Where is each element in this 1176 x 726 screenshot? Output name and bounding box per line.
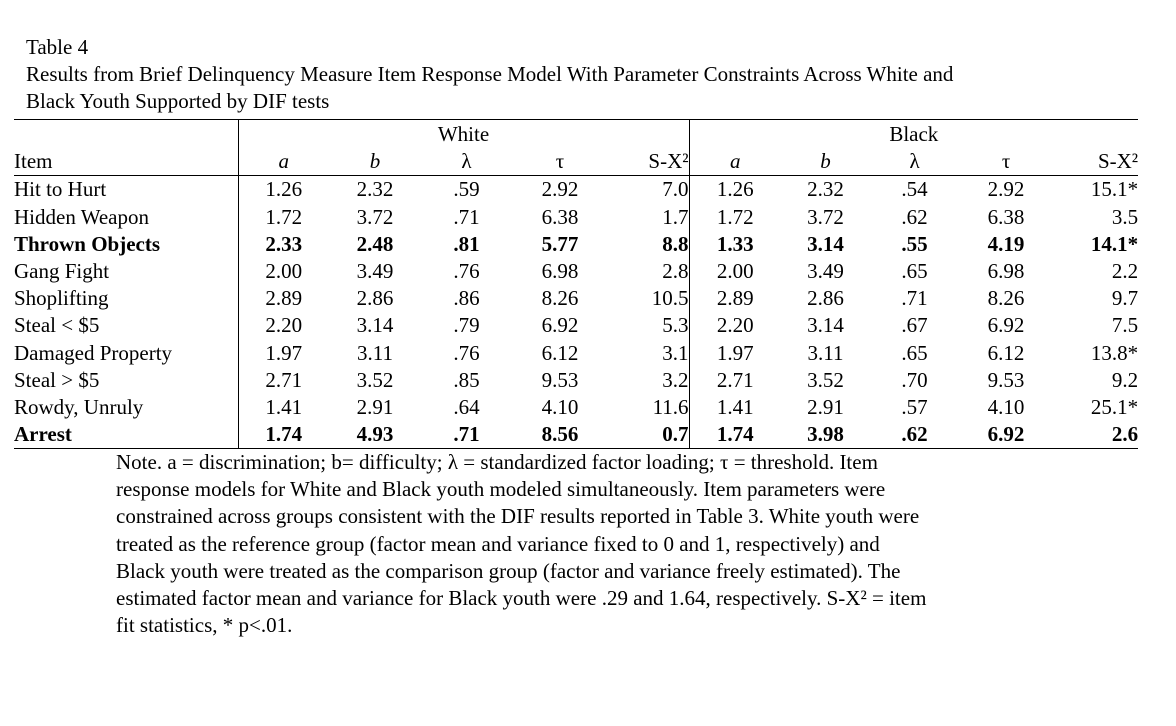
table-cell: 2.2	[1111, 259, 1139, 284]
table-row	[14, 340, 1138, 367]
table-cell: 3.49	[356, 259, 394, 284]
table-cell: 13.8*	[1090, 340, 1139, 365]
table-cell: 3.2	[662, 367, 689, 392]
table-cell: .85	[453, 367, 480, 392]
table-cell: 1.26	[238, 176, 329, 204]
row-item-label: Arrest	[14, 421, 238, 449]
table-cell: 2.8	[662, 259, 689, 284]
table-cell: .64	[453, 395, 480, 420]
table-cell: 10.5	[651, 286, 689, 311]
table-cell: 6.38	[987, 204, 1025, 229]
table-cell: 9.7	[1111, 286, 1139, 311]
table-cell: 3.98	[781, 421, 870, 449]
table-cell: 15.1*	[1053, 176, 1138, 204]
table-cell: 2.33	[238, 231, 329, 258]
note-line: response models for White and Black youth modeled simultaneously. Item parameters were	[116, 477, 886, 502]
table-cell: 1.72	[689, 204, 781, 231]
table-row	[14, 367, 1138, 394]
table-cell: 3.72	[807, 204, 844, 229]
table-cell: 2.20	[238, 312, 329, 339]
table-cell: 8.8	[662, 231, 689, 256]
table-cell: 2.48	[356, 231, 394, 256]
group-header-white: White	[238, 120, 689, 149]
row-item-label: Rowdy, Unruly	[14, 395, 144, 420]
table-cell: 2.91	[807, 395, 844, 420]
column-header-black-lambda: λ	[909, 149, 920, 174]
table-cell: 2.86	[356, 286, 394, 311]
table-cell: .71	[453, 204, 480, 229]
column-header-white-a: a	[238, 148, 329, 176]
note-line: Note. a = discrimination; b= difficulty; λ = standardized factor loading; τ = threshold. Item	[116, 450, 878, 474]
table-cell: 1.74	[238, 421, 329, 449]
table-cell: 9.53	[987, 367, 1025, 392]
table-cell: 2.86	[807, 286, 844, 311]
table-cell: 25.1*	[1090, 395, 1139, 420]
column-header-black-tau: τ	[1001, 149, 1011, 174]
table-cell: 2.89	[689, 285, 781, 312]
column-header-black-a: a	[689, 148, 781, 176]
table-cell: 3.49	[807, 259, 844, 284]
table-cell: 4.93	[329, 421, 421, 449]
table-row	[14, 231, 1138, 258]
table-cell: 3.5	[1111, 204, 1139, 229]
table-cell: 1.74	[689, 421, 781, 449]
column-header-white-b: b	[369, 149, 381, 174]
row-item-label: Hidden Weapon	[14, 204, 149, 229]
table-cell: 8.26	[987, 286, 1025, 311]
table-cell: 2.92	[512, 176, 608, 204]
table-cell: .71	[901, 286, 928, 311]
table-row	[14, 394, 1138, 421]
table-cell: 5.3	[662, 313, 689, 338]
column-header-black-sx2: S-X²	[1097, 149, 1139, 174]
table-cell: 6.98	[987, 259, 1025, 284]
group-header-row	[14, 120, 1138, 149]
column-header-white-tau: τ	[555, 149, 565, 174]
table-cell: .59	[421, 176, 512, 204]
table-cell: 2.91	[356, 395, 394, 420]
table-cell: 2.92	[959, 176, 1053, 204]
table-cell: 1.26	[689, 176, 781, 204]
table-cell: .54	[870, 176, 959, 204]
table-cell: 7.0	[608, 176, 689, 204]
table-caption	[26, 34, 953, 115]
note-line: treated as the reference group (factor mean and variance fixed to 0 and 1, respectively) and	[116, 531, 880, 556]
row-item-label: Damaged Property	[14, 340, 173, 365]
table-cell: 5.77	[541, 231, 579, 256]
row-item-label: Shoplifting	[14, 286, 109, 311]
table-cell: 2.6	[1053, 421, 1138, 449]
column-header-black-b: b	[820, 149, 831, 174]
table-cell: 2.32	[329, 176, 421, 204]
table-cell: 8.56	[512, 421, 608, 449]
table-cell: .67	[901, 313, 928, 338]
table-cell: 3.72	[356, 204, 394, 229]
table-cell: 6.12	[987, 340, 1025, 365]
table-cell: 6.92	[541, 313, 579, 338]
results-table	[14, 119, 1138, 449]
table-cell: 3.14	[807, 313, 844, 338]
table-cell: .79	[453, 313, 480, 338]
table-cell: 2.00	[238, 258, 329, 285]
table-row	[14, 204, 1138, 231]
column-header-white-sx2: S-X²	[648, 149, 689, 174]
table-note	[116, 449, 1056, 639]
table-cell: .76	[453, 340, 480, 365]
table-cell: 11.6	[652, 395, 689, 420]
table-title-line-2: Black Youth Supported by DIF tests	[26, 89, 330, 113]
column-header-white-lambda: λ	[461, 149, 472, 174]
group-header-black: Black	[689, 120, 1138, 149]
row-item-label: Steal < $5	[14, 313, 100, 338]
table-cell: 3.1	[662, 340, 689, 365]
row-item-label: Hit to Hurt	[14, 176, 238, 204]
table-cell: .86	[453, 286, 480, 311]
table-cell: .81	[453, 231, 480, 256]
table-cell: 1.97	[238, 340, 329, 367]
table-cell: 6.12	[541, 340, 579, 365]
table-cell: 2.71	[689, 367, 781, 394]
table-cell: .62	[870, 421, 959, 449]
table-cell: 2.00	[689, 258, 781, 285]
table-cell: 3.52	[356, 367, 394, 392]
column-header-item: Item	[14, 149, 53, 174]
table-cell: 4.10	[541, 395, 579, 420]
table-cell: .65	[901, 259, 928, 284]
table-cell: .57	[901, 395, 928, 420]
table-cell: 6.92	[987, 313, 1025, 338]
table-cell: 0.7	[608, 421, 689, 449]
table-cell: 2.32	[781, 176, 870, 204]
table-cell: 6.92	[959, 421, 1053, 449]
table-cell: 6.98	[541, 259, 579, 284]
table-row	[14, 285, 1138, 312]
table-cell: .62	[901, 204, 928, 229]
table-cell: 3.11	[357, 340, 393, 365]
row-item-label: Thrown Objects	[14, 231, 161, 256]
table-cell: .55	[901, 231, 928, 256]
table-cell: 4.19	[987, 231, 1025, 256]
column-header-row	[14, 148, 1138, 176]
table-cell: 1.97	[689, 340, 781, 367]
table-row	[14, 312, 1138, 339]
table-cell: 1.33	[689, 231, 781, 258]
table-cell: 9.53	[541, 367, 579, 392]
table-cell: 14.1*	[1090, 231, 1139, 256]
table-cell: 3.14	[356, 313, 394, 338]
table-cell: 3.11	[807, 340, 844, 365]
note-line: Black youth were treated as the comparison group (factor and variance freely estimated). The	[116, 558, 901, 583]
table-title-line-1: Results from Brief Delinquency Measure Item Response Model With Parameter Constraints Across White and	[26, 62, 954, 86]
table-cell: 2.20	[689, 312, 781, 339]
table-cell: .70	[901, 367, 928, 392]
table-cell: 7.5	[1111, 313, 1139, 338]
table-cell: 8.26	[541, 286, 579, 311]
note-line: estimated factor mean and variance for Black youth were .29 and 1.64, respectively. S-X² = item	[116, 586, 927, 611]
row-item-label: Steal > $5	[14, 367, 100, 392]
table-cell: 6.38	[541, 204, 579, 229]
note-line: constrained across groups consistent with the DIF results reported in Table 3. White youth were	[116, 504, 920, 529]
table-cell: 1.41	[689, 394, 781, 421]
table-cell: 1.72	[238, 204, 329, 231]
note-line: fit statistics, * p<.01.	[116, 613, 293, 638]
table-row	[14, 176, 1138, 204]
table-cell: .65	[901, 340, 928, 365]
row-item-label: Gang Fight	[14, 259, 110, 284]
table-cell: 9.2	[1111, 367, 1139, 392]
table-cell: 1.7	[662, 204, 689, 229]
table-row	[14, 258, 1138, 285]
table-cell: 3.52	[807, 367, 844, 392]
table-cell: 1.41	[238, 394, 329, 421]
table-cell: 2.89	[238, 285, 329, 312]
table-cell: 3.14	[807, 231, 844, 256]
table-cell: .76	[453, 259, 480, 284]
table-label: Table 4	[26, 35, 89, 59]
table-cell: 4.10	[987, 395, 1025, 420]
table-row	[14, 421, 1138, 449]
table-cell: 2.71	[238, 367, 329, 394]
table-cell: .71	[421, 421, 512, 449]
